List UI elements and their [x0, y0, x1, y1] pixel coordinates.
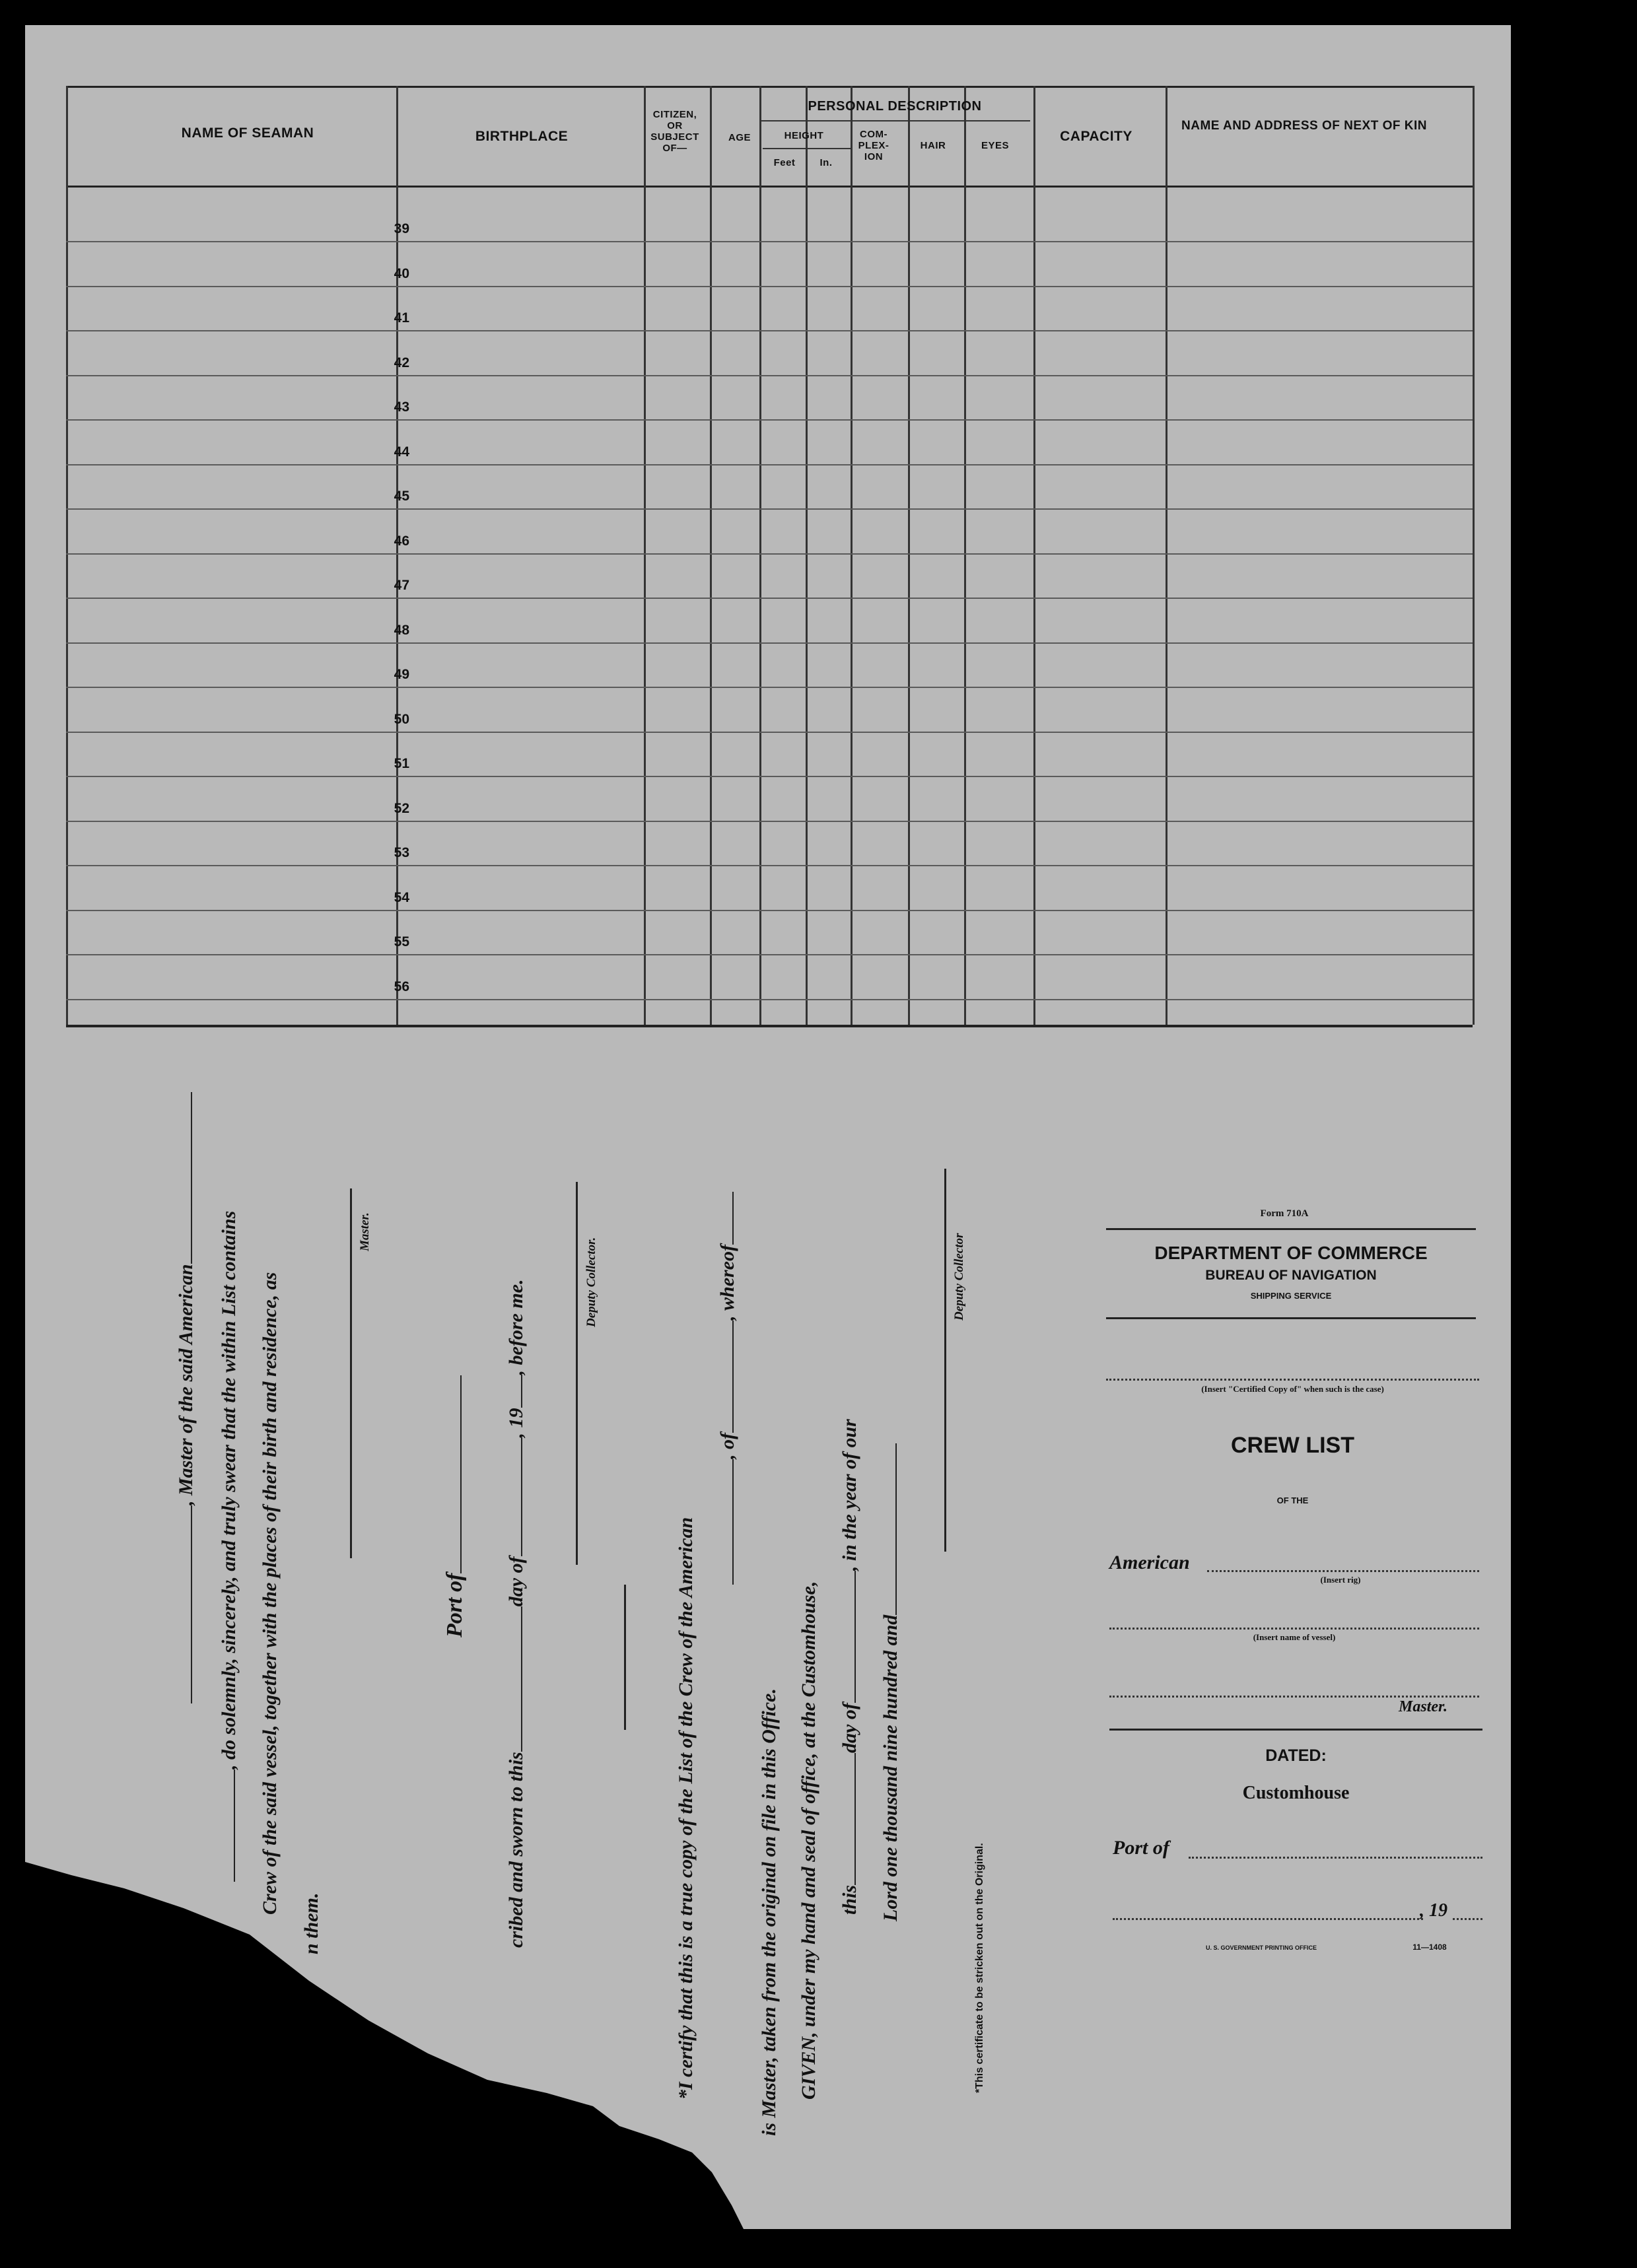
table-row — [66, 999, 1473, 1000]
vessel-name-blank[interactable] — [1109, 1628, 1479, 1630]
row-number: 46 — [394, 533, 409, 549]
deputy-collector-2-label: Deputy Collector — [952, 1233, 966, 1321]
row-number: 51 — [394, 756, 409, 771]
master-signature-line — [350, 1188, 352, 1558]
column-line — [806, 86, 808, 1025]
cover-top-rule — [1106, 1228, 1476, 1230]
column-line — [851, 86, 853, 1025]
header-name-of-seaman: NAME OF SEAMAN — [181, 125, 314, 141]
table-row — [66, 330, 1473, 331]
port-of-line: Port of — [442, 1375, 468, 1637]
header-birthplace: BIRTHPLACE — [475, 129, 569, 144]
table-row — [66, 732, 1473, 733]
header-height: HEIGHT — [784, 130, 824, 141]
header-hair: HAIR — [920, 140, 946, 151]
header-complexion: COM-PLEX-ION — [858, 129, 889, 162]
column-line — [644, 86, 646, 1025]
row-number: 45 — [394, 489, 409, 504]
oath-line-1: , Master of the said American — [175, 1092, 197, 1703]
table-row — [66, 776, 1473, 777]
header-inches: In. — [819, 157, 833, 168]
american-label: American — [1109, 1552, 1190, 1573]
table-row — [66, 910, 1473, 911]
insert-certified-note: (Insert "Certified Copy of" when such is the case) — [1201, 1384, 1384, 1394]
table-row — [66, 508, 1473, 510]
insert-vessel-note: (Insert name of vessel) — [1253, 1632, 1336, 1642]
row-number: 50 — [394, 711, 409, 727]
header-eyes: EYES — [981, 140, 1010, 151]
row-number: 55 — [394, 934, 409, 949]
master-blank[interactable] — [1109, 1696, 1479, 1698]
table-row — [66, 598, 1473, 599]
column-line — [1166, 86, 1167, 1025]
row-number: 52 — [394, 800, 409, 816]
certified-copy-blank[interactable] — [1106, 1379, 1479, 1381]
deputy-collector-label: Deputy Collector. — [584, 1237, 598, 1327]
sworn-line: cribed and sworn to thisday of, 19, before me. — [505, 1279, 527, 1948]
cover-master-label: Master. — [1399, 1698, 1448, 1715]
row-number: 48 — [394, 622, 409, 638]
master-name-blank[interactable] — [191, 1505, 192, 1703]
collector2-signature-line — [944, 1169, 946, 1552]
row-number: 53 — [394, 845, 409, 860]
row-number: 42 — [394, 355, 409, 370]
torn-corner — [25, 1862, 778, 2232]
row-number: 43 — [394, 399, 409, 415]
oath-line-4: n them. — [300, 1892, 322, 1954]
table-row — [66, 286, 1473, 287]
printing-office: U. S. GOVERNMENT PRINTING OFFICE — [1205, 1944, 1317, 1951]
column-line — [908, 86, 910, 1025]
certify-line-2: is Master, taken from the original on file in this Office. — [758, 1688, 780, 2136]
header-personal-description: PERSONAL DESCRIPTION — [808, 99, 982, 114]
column-line — [964, 86, 966, 1025]
given-line: GIVEN, under my hand and seal of office, at the Customhouse, — [798, 1581, 819, 2100]
short-rule — [624, 1585, 626, 1730]
certify-line-1: *I certify that this is a true copy of the List of the Crew of the American — [675, 1517, 697, 2100]
cover-port-blank[interactable] — [1189, 1857, 1482, 1859]
header-citizen: CITIZEN, OR SUBJECT OF— — [650, 109, 699, 154]
row-number: 56 — [394, 979, 409, 994]
table-row — [66, 419, 1473, 421]
row-number: 49 — [394, 667, 409, 682]
row-number: 44 — [394, 444, 409, 460]
bureau-title: BUREAU OF NAVIGATION — [1205, 1268, 1377, 1283]
column-line — [759, 86, 761, 1025]
oath-line-3: Crew of the said vessel, together with the places of their birth and residence, as — [259, 1272, 281, 1915]
column-line — [1473, 86, 1475, 1025]
table-row — [66, 687, 1473, 688]
shipping-service: SHIPPING SERVICE — [1250, 1291, 1332, 1301]
crew-list-title: CREW LIST — [1231, 1433, 1354, 1458]
height-divider — [763, 148, 851, 149]
table-row — [66, 821, 1473, 822]
date-blank[interactable] — [1113, 1918, 1423, 1920]
column-line — [1033, 86, 1035, 1025]
column-line — [710, 86, 712, 1025]
cover-nineteen: , 19 — [1420, 1900, 1447, 1921]
master-label: Master. — [358, 1212, 372, 1251]
cover-mid-rule — [1109, 1729, 1482, 1731]
rig-blank[interactable] — [1207, 1570, 1479, 1572]
year-blank[interactable] — [1453, 1918, 1482, 1920]
table-bottom-rule — [66, 1025, 1473, 1027]
form-code: 11—1408 — [1412, 1942, 1447, 1952]
header-next-of-kin: NAME AND ADDRESS OF NEXT OF KIN — [1181, 119, 1427, 133]
cover-port-of-label: Port of — [1113, 1837, 1169, 1859]
table-row — [66, 553, 1473, 555]
footnote: *This certificate to be stricken out on the Original. — [974, 1843, 985, 2093]
table-row — [66, 464, 1473, 465]
oath-line-2: , do solemnly, sincerely, and truly swear that the within List contains — [218, 1211, 240, 1882]
header-feet: Feet — [773, 157, 796, 168]
column-line — [66, 86, 68, 1025]
cover-bottom-rule — [1106, 1317, 1476, 1319]
row-number: 54 — [394, 889, 409, 905]
row-number: 41 — [394, 310, 409, 326]
this-day-line: thisday of, in the year of our — [839, 1419, 860, 1915]
row-number: 40 — [394, 265, 409, 281]
collector-signature-line — [576, 1182, 578, 1565]
lord-line: Lord one thousand nine hundred and — [880, 1443, 902, 1921]
row-number: 39 — [394, 221, 409, 236]
dated-label: DATED: — [1265, 1746, 1327, 1765]
form-number: Form 710A — [1260, 1208, 1309, 1219]
table-row — [66, 865, 1473, 866]
insert-rig-note: (Insert rig) — [1320, 1575, 1361, 1585]
personal-divider — [759, 120, 1030, 121]
of-the: OF THE — [1276, 1495, 1309, 1505]
port-of-blank[interactable] — [460, 1375, 462, 1573]
table-row — [66, 954, 1473, 955]
table-row — [66, 642, 1473, 644]
table-row — [66, 375, 1473, 376]
header-age: AGE — [728, 132, 751, 143]
of-whereof-line: , of, whereof — [716, 1192, 739, 1585]
row-number: 47 — [394, 578, 409, 593]
header-capacity: CAPACITY — [1060, 129, 1132, 144]
table-row — [66, 241, 1473, 242]
department-title: DEPARTMENT OF COMMERCE — [1154, 1243, 1428, 1263]
customhouse-label: Customhouse — [1242, 1783, 1350, 1803]
